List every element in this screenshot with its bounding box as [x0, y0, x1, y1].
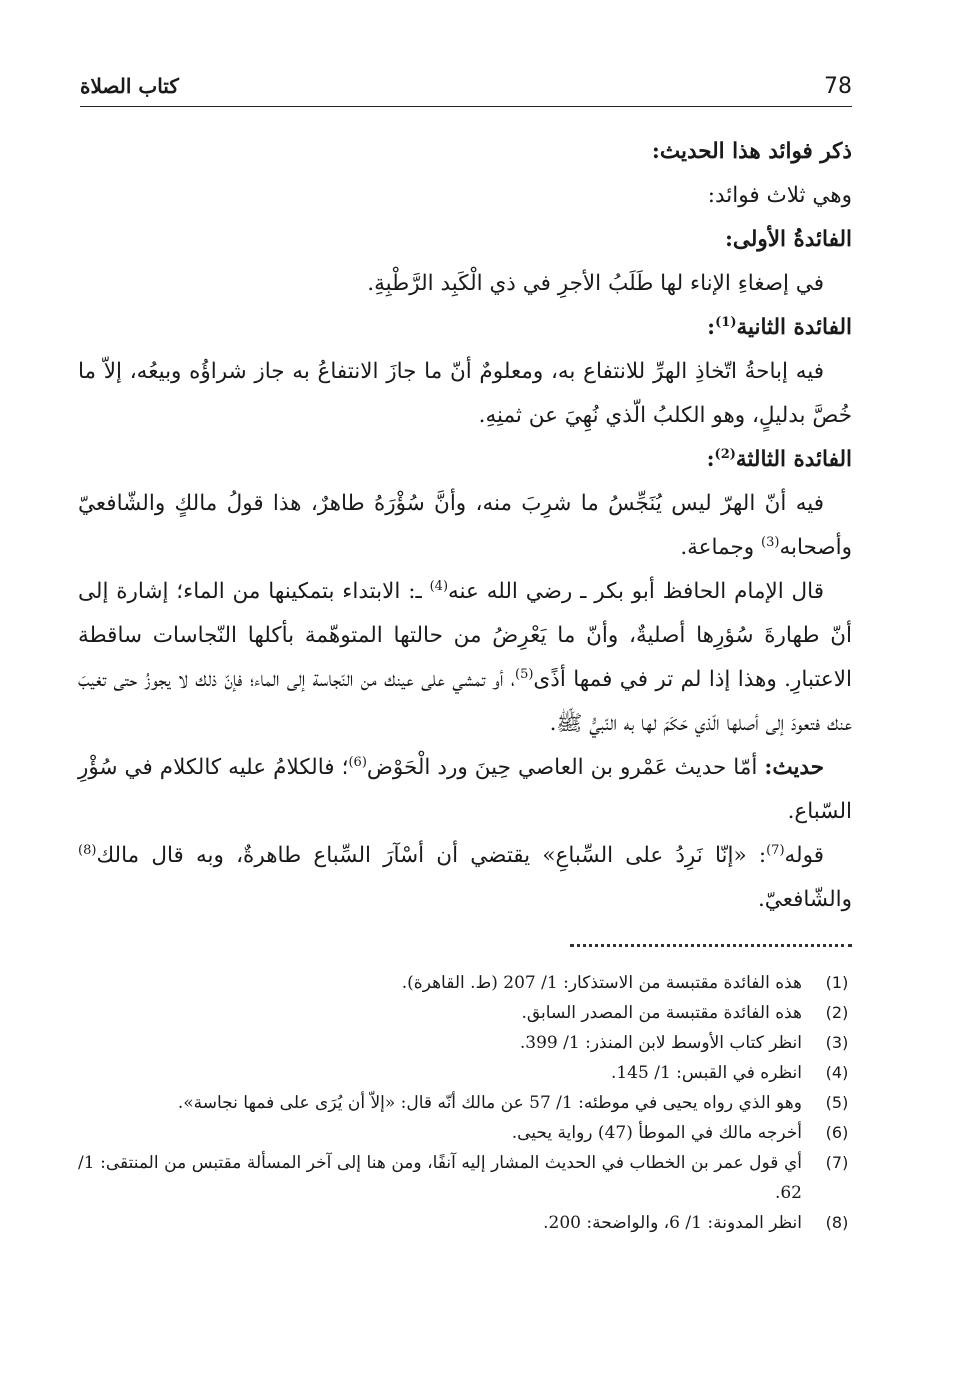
benefit-two-text: فيه إباحةُ اتّخاذِ الهرِّ للانتفاع به، ومعلومٌ أنّ ما جازَ الانتفاعُ به جاز شراؤُه وبيعُه، إلاّ ما خُصَّ بدليلٍ، وهو الكلبُ الّذي نُهِيَ عن ثمنِهِ. [78, 359, 852, 428]
footnote-text: هذه الفائدة مقتبسة من المصدر السابق. [521, 1003, 802, 1023]
footnote-ref: (2) [714, 446, 736, 462]
running-head: كتاب الصلاة [80, 74, 179, 98]
heading-colon: : [706, 447, 715, 472]
footnote-number: (8) [825, 1213, 849, 1232]
text-segment: فيه أنّ الهرّ ليس يُنَجِّسُ ما شرِبَ منه، وأنَّ سُؤْرَهُ طاهرٌ، هذا قولُ مالكٍ والشّافعيّ وأصحابه [78, 491, 852, 560]
footnote-ref: (8) [78, 842, 97, 858]
footnote-ref: (5) [514, 666, 534, 682]
footnote-number: (7) [825, 1153, 849, 1172]
text-segment: ؛ فالكلامُ عليه كالكلام في سُؤْرِ السّباع. [78, 755, 852, 824]
footnote-item [78, 1058, 852, 1088]
footnote-separator [570, 944, 852, 947]
footnote-text: انظر المدونة: 1/ 6، والواضحة: 200. [543, 1213, 802, 1233]
text-segment: ـ: الابتداء بتمكينها من الماء؛ إشارة إلى أنّ طهارةَ سُؤرِها أصليةٌ، وأنّ ما يَعْرِضُ من حالتها المتوهّمة بأكلها النّجاسات ساقطة الاعتبارِ. وهذا إذا لم تر في فمها أذًى [78, 579, 852, 692]
benefit-two-heading [78, 306, 852, 350]
section-heading: ذكر فوائد هذا الحديث: [651, 139, 852, 164]
paragraph-intro: وهي ثلاث فوائد: [707, 183, 852, 208]
page-header [80, 70, 852, 107]
imam-quote-paragraph [78, 570, 852, 746]
hadith-paragraph [78, 746, 852, 834]
heading-text: الفائدة الثانية [736, 315, 852, 340]
footnote-text: أي قول عمر بن الخطاب في الحديث المشار إليه آنفًا، ومن هنا إلى آخر المسألة مقتبس من المنتقى: 1/ 62. [78, 1153, 802, 1203]
footnote-text: وهو الذي رواه يحيى في موطئه: 1/ 57 عن مالك أنّه قال: «إلاّ أن يُرَى على فمها نجاسة». [177, 1093, 802, 1113]
footnote-item [78, 1208, 852, 1238]
benefit-one-text: في إصغاءِ الإناء لها طَلَبُ الأجرِ في ذي الْكَبِد الرَّطْبِةِ. [367, 271, 824, 296]
benefit-one-heading: الفائدةُ الأولى: [725, 227, 852, 252]
footnote-text: هذه الفائدة مقتبسة من الاستذكار: 1/ 207 (ط. القاهرة). [401, 973, 802, 993]
footnote-ref: (6) [348, 754, 367, 770]
footnote-number: (5) [825, 1093, 849, 1112]
footnote-number: (3) [825, 1033, 849, 1052]
footnote-ref: (3) [761, 534, 780, 550]
footnote-ref: (1) [715, 314, 737, 330]
footnote-text: انظر كتاب الأوسط لابن المنذر: 1/ 399. [519, 1033, 802, 1053]
footnote-number: (6) [825, 1123, 849, 1142]
heading-colon: : [707, 315, 716, 340]
footnote-number: (1) [825, 973, 849, 992]
footnote-item [78, 968, 852, 998]
footnote-ref: (7) [766, 842, 785, 858]
footnote-number: (2) [825, 1003, 849, 1022]
heading-text: الفائدة الثالثة [735, 447, 852, 472]
benefit-three-text [78, 482, 852, 570]
footnote-item [78, 1118, 852, 1148]
footnote-number: (4) [825, 1063, 849, 1082]
footnote-text: انظره في القبس: 1/ 145. [610, 1063, 802, 1083]
main-text [78, 130, 852, 922]
footnote-text: أخرجه مالك في الموطأ (47) رواية يحيى. [511, 1123, 802, 1143]
footnote-item [78, 998, 852, 1028]
text-segment: ، أو تمشي على عينك من النّجاسة إلى الماء؛ فإنّ ذلك لا يجوزُ حتى تغيبَ عنك فتعودَ إلى أصلها الّذي حَكَمَ لها به النّبيُّ ﷺ. [78, 667, 852, 736]
text-segment: قال الإمام الحافظ أبو بكر ـ رضي الله عنه [448, 579, 825, 604]
saying-paragraph [78, 834, 852, 922]
footnote-ref: (4) [429, 578, 449, 594]
page-number: 78 [824, 74, 852, 99]
text-segment: وجماعة. [680, 535, 761, 560]
text-segment: أمّا حديث عَمْرو بن العاصي حِينَ ورد الْحَوْض [366, 755, 765, 780]
footnotes [78, 968, 852, 1238]
footnote-item [78, 1028, 852, 1058]
footnote-item [78, 1148, 852, 1208]
hadith-label: حديث: [764, 755, 824, 780]
benefit-three-heading [78, 438, 852, 482]
text-segment: : «إنّا نَرِدُ على السِّباعِ» يقتضي أن أسْآرَ السِّباع طاهرةٌ، وبه قال مالك [96, 843, 767, 868]
text-segment: قوله [784, 843, 824, 868]
footnote-item [78, 1088, 852, 1118]
text-segment: والشّافعيّ. [757, 887, 852, 912]
